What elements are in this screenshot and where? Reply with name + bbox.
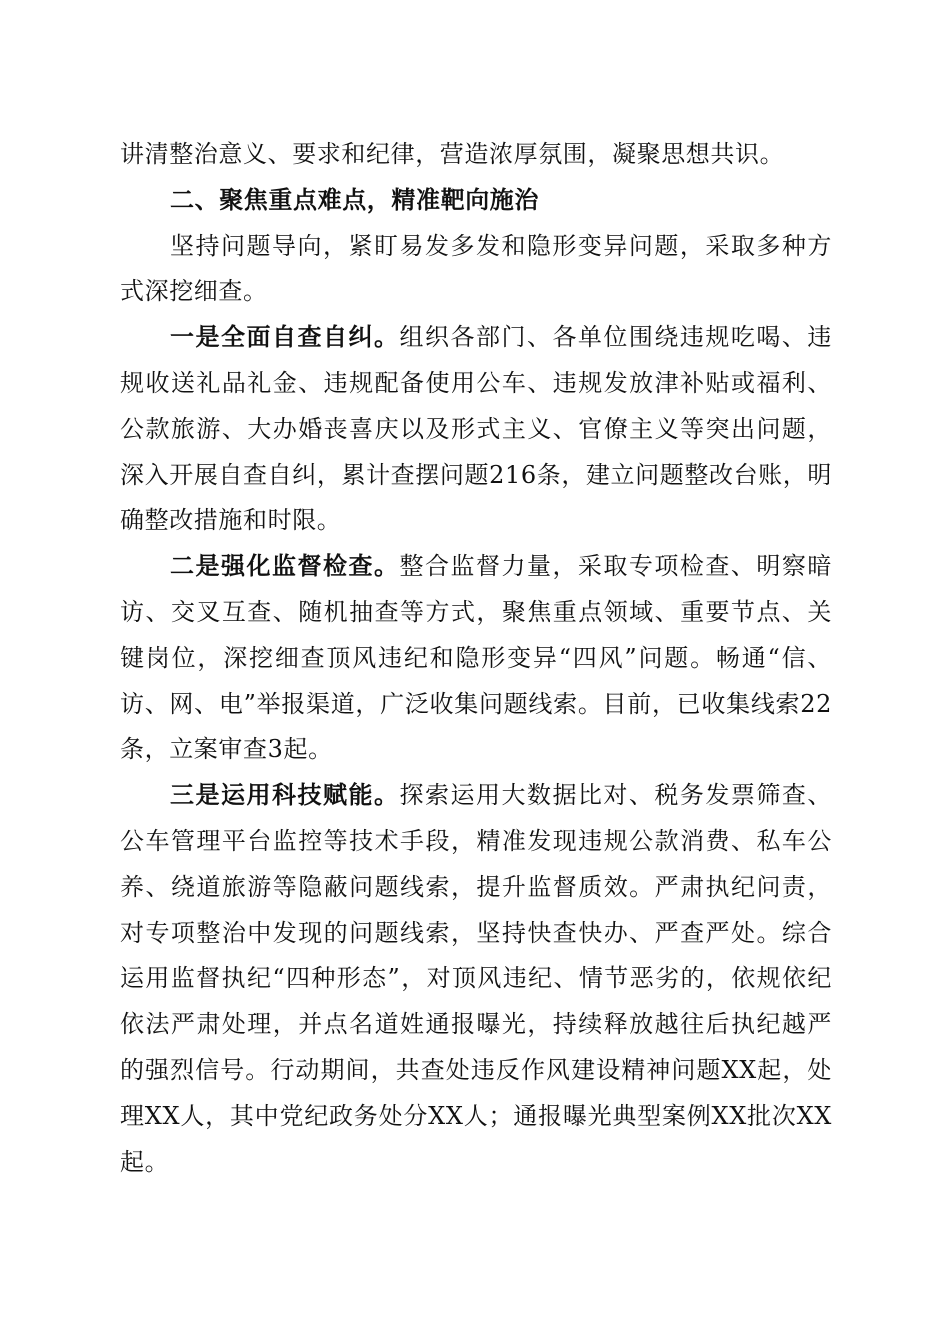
section-heading	[120, 178, 832, 224]
paragraph-lead: 三是运用科技赋能。	[170, 781, 400, 810]
paragraph-intro	[120, 224, 832, 316]
paragraph-text: 整合监督力量，采取专项检查、明察暗访、交叉互查、随机抽查等方式，聚焦重点领域、重要节点、关键岗位，深挖细查顶风违纪和隐形变异“四风”问题。畅通“信、访、网、电”举报渠道，广泛收集问题线索。目前，已收集线索22条，立案审查3起。	[120, 552, 832, 764]
paragraph-continuation	[120, 132, 832, 178]
paragraph-text: 组织各部门、各单位围绕违规吃喝、违规收送礼品礼金、违规配备使用公车、违规发放津补贴或福利、公款旅游、大办婚丧喜庆以及形式主义、官僚主义等突出问题，深入开展自查自纠，累计查摆问题216条，建立问题整改台账，明确整改措施和时限。	[120, 323, 832, 535]
paragraph-text: 坚持问题导向，紧盯易发多发和隐形变异问题，采取多种方式深挖细查。	[120, 231, 832, 306]
paragraph-supervision	[120, 544, 832, 773]
document-body	[120, 132, 832, 1185]
paragraph-lead: 一是全面自查自纠。	[170, 323, 400, 352]
paragraph-text: 探索运用大数据比对、税务发票筛查、公车管理平台监控等技术手段，精准发现违规公款消费、私车公养、绕道旅游等隐蔽问题线索，提升监督质效。严肃执纪问责，对专项整治中发现的问题线索，坚持快查快办、严查严处。综合运用监督执纪“四种形态”，对顶风违纪、情节恶劣的，依规依纪依法严肃处理，并点名道姓通报曝光，持续释放越往后执纪越严的强烈信号。行动期间，共查处违反作风建设精神问题XX起，处理XX人，其中党纪政务处分XX人；通报曝光典型案例XX批次XX起。	[120, 781, 832, 1176]
paragraph-text: 讲清整治意义、要求和纪律，营造浓厚氛围，凝聚思想共识。	[120, 140, 785, 168]
paragraph-self-inspection	[120, 315, 832, 544]
paragraph-lead: 二是强化监督检查。	[170, 552, 400, 581]
paragraph-technology	[120, 773, 832, 1185]
section-heading-text: 二、聚焦重点难点，精准靶向施治	[170, 185, 539, 214]
